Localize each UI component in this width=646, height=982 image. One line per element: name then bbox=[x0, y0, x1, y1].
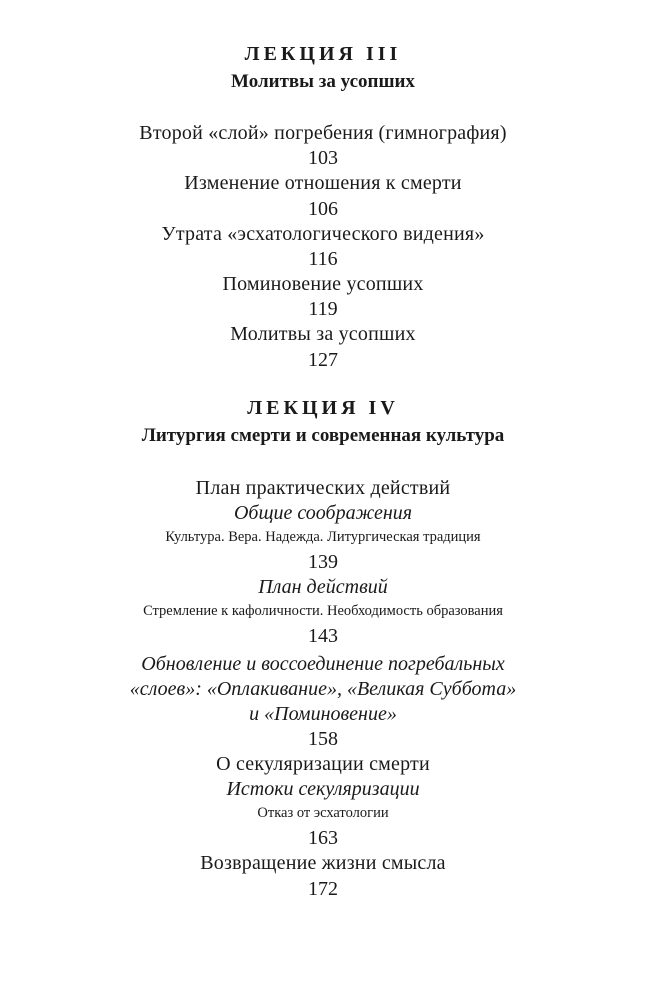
lecture-4-heading: ЛЕКЦИЯ IV bbox=[247, 397, 399, 419]
toc-page-number: 163 bbox=[308, 827, 338, 849]
subsection-title: Истоки секуляризации bbox=[226, 778, 420, 800]
toc-page-number: 106 bbox=[308, 198, 338, 220]
lecture-4-title: Литургия смерти и современная культура bbox=[141, 425, 505, 446]
toc-page-number: 143 bbox=[308, 625, 338, 647]
toc-entry-title: Поминовение усопших bbox=[222, 273, 424, 295]
subsection-title: План действий bbox=[258, 576, 388, 598]
subsection-detail: Культура. Вера. Надежда. Литургическая традиция bbox=[165, 529, 481, 545]
lecture-3-title: Молитвы за усопших bbox=[231, 71, 415, 92]
toc-entry-title: Утрата «эсхатологического видения» bbox=[161, 223, 485, 245]
subsection-title-line: Обновление и воссоединение погребальных bbox=[141, 653, 505, 675]
subsection-title: Общие соображения bbox=[233, 502, 413, 524]
section-title: План практических действий bbox=[195, 477, 451, 499]
subsection-detail: Стремление к кафоличности. Необходимость образования bbox=[143, 603, 503, 619]
subsection-title-line: и «Поминовение» bbox=[249, 703, 397, 725]
toc-entry-title: Второй «слой» погребения (гимнография) bbox=[139, 122, 507, 144]
toc-page-number: 127 bbox=[308, 349, 338, 371]
toc-page-number: 119 bbox=[308, 298, 338, 320]
toc-page-number: 172 bbox=[308, 878, 338, 900]
toc-entry-title: Изменение отношения к смерти bbox=[184, 172, 462, 194]
toc-page-number: 158 bbox=[308, 728, 338, 750]
lecture-3-heading: ЛЕКЦИЯ III bbox=[244, 43, 402, 65]
toc-page-number: 116 bbox=[308, 248, 338, 270]
toc-page-number: 103 bbox=[308, 147, 338, 169]
toc-entry-title: Молитвы за усопших bbox=[230, 323, 416, 345]
section-title: Возвращение жизни смысла bbox=[200, 852, 446, 874]
toc-page-number: 139 bbox=[308, 551, 338, 573]
subsection-title-line: «слоев»: «Оплакивание», «Великая Суббота» bbox=[129, 678, 517, 700]
section-title: О секуляризации смерти bbox=[216, 753, 430, 775]
subsection-detail: Отказ от эсхатологии bbox=[257, 805, 389, 821]
